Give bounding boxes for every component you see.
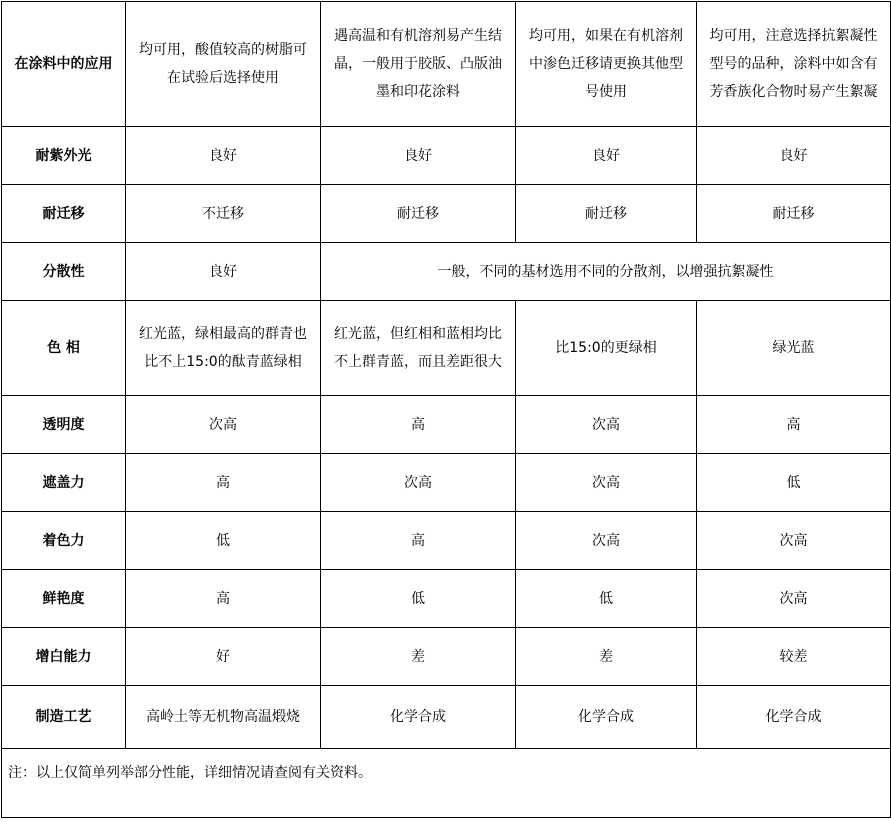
table-cell: 不迁移 <box>126 185 321 243</box>
table-cell: 良好 <box>516 127 697 185</box>
row-header: 鲜艳度 <box>2 570 126 628</box>
table-cell: 耐迁移 <box>516 185 697 243</box>
table-cell: 遇高温和有机溶剂易产生结晶，一般用于胶版、凸版油墨和印花涂料 <box>321 2 516 127</box>
row-header: 着色力 <box>2 512 126 570</box>
table-cell: 较差 <box>697 628 891 686</box>
table-cell: 次高 <box>516 396 697 454</box>
table-row <box>2 301 891 396</box>
table-cell: 差 <box>516 628 697 686</box>
table-row <box>2 512 891 570</box>
row-header: 耐迁移 <box>2 185 126 243</box>
table-row <box>2 396 891 454</box>
table-row <box>2 185 891 243</box>
row-header: 分散性 <box>2 243 126 301</box>
table-cell: 化学合成 <box>516 686 697 749</box>
row-header: 制造工艺 <box>2 686 126 749</box>
row-header: 在涂料中的应用 <box>2 2 126 127</box>
table-cell: 高 <box>321 512 516 570</box>
table-cell: 低 <box>516 570 697 628</box>
table-cell: 高岭土等无机物高温煅烧 <box>126 686 321 749</box>
table-cell: 高 <box>126 454 321 512</box>
row-header: 遮盖力 <box>2 454 126 512</box>
row-header: 耐紫外光 <box>2 127 126 185</box>
table-row <box>2 628 891 686</box>
table-cell: 良好 <box>697 127 891 185</box>
table-cell: 红光蓝，但红相和蓝相均比不上群青蓝，而且差距很大 <box>321 301 516 396</box>
table-cell: 高 <box>697 396 891 454</box>
table-cell: 均可用，注意选择抗絮凝性型号的品种，涂料中如含有芳香族化合物时易产生絮凝 <box>697 2 891 127</box>
pigment-comparison-table <box>1 1 891 818</box>
table-cell: 绿光蓝 <box>697 301 891 396</box>
table-cell: 好 <box>126 628 321 686</box>
table-cell: 良好 <box>126 243 321 301</box>
table-cell: 化学合成 <box>321 686 516 749</box>
table-cell: 次高 <box>697 570 891 628</box>
table-cell: 良好 <box>321 127 516 185</box>
table-cell: 次高 <box>321 454 516 512</box>
table-row <box>2 127 891 185</box>
footnote: 注：以上仅简单列举部分性能，详细情况请查阅有关资料。 <box>2 749 891 818</box>
row-header: 增白能力 <box>2 628 126 686</box>
table-cell: 次高 <box>697 512 891 570</box>
table-cell: 均可用，如果在有机溶剂中渗色迁移请更换其他型号使用 <box>516 2 697 127</box>
table-cell: 高 <box>126 570 321 628</box>
table-cell: 差 <box>321 628 516 686</box>
table-cell: 比15:0的更绿相 <box>516 301 697 396</box>
table-cell: 红光蓝，绿相最高的群青也比不上15:0的酞青蓝绿相 <box>126 301 321 396</box>
table-cell: 次高 <box>516 454 697 512</box>
table-cell: 次高 <box>126 396 321 454</box>
table-row <box>2 749 891 818</box>
table-cell-merged: 一般，不同的基材选用不同的分散剂，以增强抗絮凝性 <box>321 243 891 301</box>
table-cell: 次高 <box>516 512 697 570</box>
table-cell: 低 <box>697 454 891 512</box>
table-cell: 低 <box>321 570 516 628</box>
table-row <box>2 686 891 749</box>
row-header: 透明度 <box>2 396 126 454</box>
row-header: 色 相 <box>2 301 126 396</box>
table-cell: 低 <box>126 512 321 570</box>
table-cell: 良好 <box>126 127 321 185</box>
table-row <box>2 454 891 512</box>
table-cell: 均可用，酸值较高的树脂可在试验后选择使用 <box>126 2 321 127</box>
table-cell: 高 <box>321 396 516 454</box>
table-cell: 耐迁移 <box>321 185 516 243</box>
table-row <box>2 570 891 628</box>
table-cell: 化学合成 <box>697 686 891 749</box>
table-row <box>2 2 891 127</box>
table-cell: 耐迁移 <box>697 185 891 243</box>
table-row <box>2 243 891 301</box>
